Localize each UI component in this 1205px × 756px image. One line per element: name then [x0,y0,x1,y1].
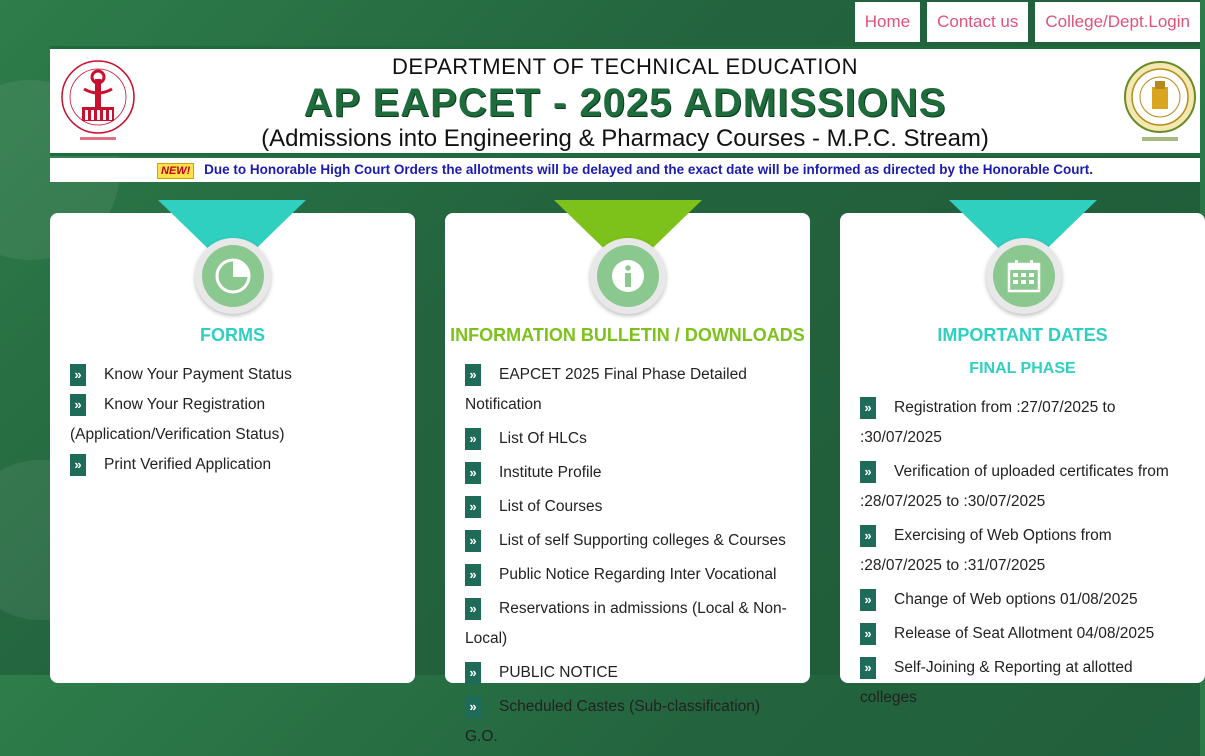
chevron-right-icon: » [465,462,481,484]
forms-icon-circle [195,238,271,314]
chevron-right-icon: » [465,428,481,450]
list-item[interactable]: » EAPCET 2025 Final Phase Detailed Notification [465,360,795,420]
list-item[interactable]: » Exercising of Web Options from :28/07/2025 to :31/07/2025 [860,521,1190,581]
list-item[interactable]: » Registration from :27/07/2025 to :30/07/2025 [860,393,1190,453]
list-item[interactable]: » List of self Supporting colleges & Courses [465,526,795,556]
chevron-right-icon: » [860,623,876,645]
chevron-right-icon: » [860,397,876,419]
list-item[interactable]: » Verification of uploaded certificates from :28/07/2025 to :30/07/2025 [860,457,1190,517]
chevron-right-icon: » [860,657,876,679]
news-text: Due to Honorable High Court Orders the allotments will be delayed and the exact date will be informed as directed by the Honorable Court. [204,162,1093,177]
chevron-right-icon: » [70,394,86,416]
page-title: AP EAPCET - 2025 ADMISSIONS [303,81,947,125]
chevron-right-icon: » [465,364,481,386]
top-navigation [855,2,1200,42]
chevron-right-icon: » [860,461,876,483]
new-badge: NEW! [157,163,194,179]
list-item[interactable]: » Institute Profile [465,458,795,488]
forms-list [70,360,400,480]
info-icon-circle [590,238,666,314]
chevron-right-icon: » [860,525,876,547]
list-item[interactable]: » Print Verified Application [70,450,400,480]
info-icon [608,256,648,296]
pie-chart-icon [213,256,253,296]
list-item[interactable]: » List Of HLCs [465,424,795,454]
home-link[interactable]: Home [855,2,920,42]
info-title: INFORMATION BULLETIN / DOWNLOADS [450,325,805,345]
dates-title: IMPORTANT DATES [937,325,1108,345]
header-banner [50,46,1200,156]
list-item[interactable]: » Scheduled Castes (Sub-classification) G.O. [465,692,795,752]
chevron-right-icon: » [860,589,876,611]
dates-icon-circle [986,238,1062,314]
list-item[interactable]: » Know Your Payment Status [70,360,400,390]
college-login-link[interactable]: College/Dept.Login [1035,2,1200,42]
news-ticker [50,158,1200,182]
state-emblem-logo [1122,53,1198,153]
list-item[interactable]: » Change of Web options 01/08/2025 [860,585,1190,615]
info-list [465,360,795,756]
list-item[interactable]: » Public Notice Regarding Inter Vocational [465,560,795,590]
chevron-right-icon: » [70,364,86,386]
chevron-right-icon: » [465,696,481,718]
list-item[interactable]: » Release of Seat Allotment 04/08/2025 [860,619,1190,649]
contact-link[interactable]: Contact us [927,2,1028,42]
chevron-right-icon: » [465,598,481,620]
list-item[interactable]: » List of Courses [465,492,795,522]
calendar-icon [1004,256,1044,296]
list-item[interactable]: » Know Your Registration (Application/Verification Status) [70,390,400,450]
chevron-right-icon: » [465,564,481,586]
chevron-right-icon: » [465,662,481,684]
list-item[interactable]: » PUBLIC NOTICE [465,658,795,688]
chevron-right-icon: » [465,496,481,518]
department-title: DEPARTMENT OF TECHNICAL EDUCATION [392,54,858,79]
chevron-right-icon: » [465,530,481,552]
list-item[interactable]: » Self-Joining & Reporting at allotted colleges [860,653,1190,713]
chevron-right-icon: » [70,454,86,476]
phase-subtitle: FINAL PHASE [969,360,1076,377]
page-subtitle: (Admissions into Engineering & Pharmacy Courses - M.P.C. Stream) [261,125,989,152]
list-item[interactable]: » Reservations in admissions (Local & Non-Local) [465,594,795,654]
dates-list [860,393,1190,717]
forms-title: FORMS [200,325,265,345]
